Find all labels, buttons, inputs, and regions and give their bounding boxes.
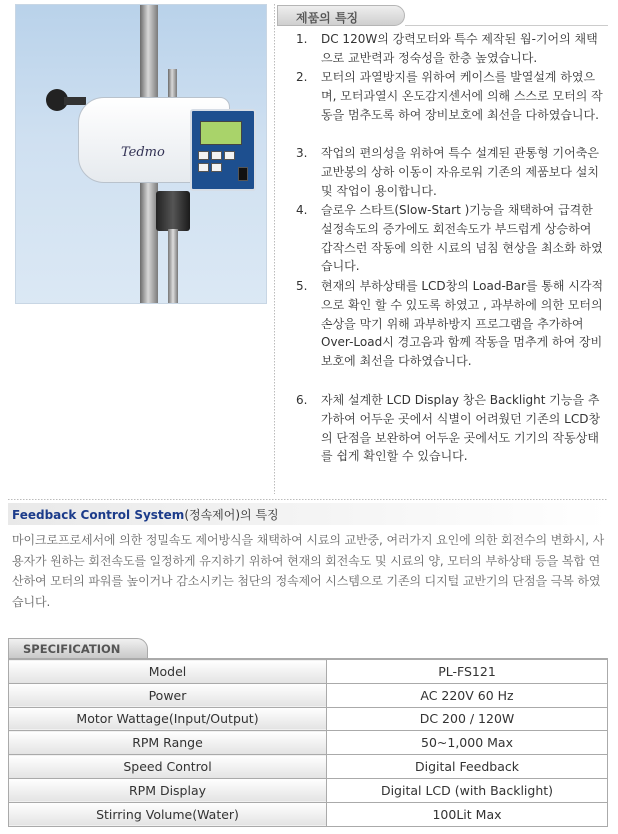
- table-row: [9, 707, 608, 731]
- spec-value: AC 220V 60 Hz: [327, 683, 608, 707]
- spec-key: Power: [9, 683, 327, 707]
- feedback-body: 마이크로프로세서에 의한 정밀속도 제어방식을 채택하여 시료의 교반중, 여러가지 요인에 의한 회전수의 변화시, 사용자가 원하는 회전속도를 일정하게 유지하기 위하여 현재의 회전속도 및 시료의 양, 모터의 부하상태 등을 복합 연산하여 모터의 파워를 높이거나 감소시키는 첨단의 정속제어 시스템으로 기존의 디지털 교반기의 단점을 극복 하였습니다.: [12, 533, 605, 609]
- spec-key: Stirring Volume(Water): [9, 802, 327, 826]
- table-row: [9, 802, 608, 826]
- feature-item: 1. DC 120W의 강력모터와 특수 제작된 웜-기어의 채택으로 교반력과 정숙성을 한층 높였습니다.: [296, 32, 598, 65]
- features-tab-line: [405, 25, 608, 26]
- specification-tab: SPECIFICATION: [8, 638, 148, 659]
- spec-value: DC 200 / 120W: [327, 707, 608, 731]
- spec-key: RPM Range: [9, 731, 327, 755]
- spec-value: Digital Feedback: [327, 755, 608, 779]
- features-tab: 제품의 특징: [277, 5, 405, 26]
- feedback-title-ko: (정속제어)의 특징: [184, 508, 279, 522]
- table-row: [9, 683, 608, 707]
- drill-chuck: [156, 191, 190, 231]
- clamp-arm: [64, 97, 86, 105]
- feature-item: 5. 현재의 부하상태를 LCD창의 Load-Bar를 통해 시각적으로 확인 할 수 있도록 하였고 , 과부하에 의한 모터의 손상을 막기 위해 과부하방지 프로그램을 추가하여 Over-Load시 경고음과 함께 작동을 멈추게 하여 장비보호에 최선을 다하였습니다.: [296, 279, 604, 369]
- table-row: [9, 731, 608, 755]
- control-panel: [190, 109, 256, 191]
- spec-value: 50~1,000 Max: [327, 731, 608, 755]
- feature-item: 3. 작업의 편의성을 위하여 특수 설계된 관통형 기어축은 교반봉의 상하 이동이 자유로워 기존의 제품보다 설치 및 작업이 용이합니다.: [296, 146, 599, 198]
- power-switch: [238, 167, 248, 181]
- lcd-display: [200, 121, 242, 145]
- spec-value: PL-FS121: [327, 660, 608, 684]
- table-row: [9, 755, 608, 779]
- spec-key: Motor Wattage(Input/Output): [9, 707, 327, 731]
- section-divider: [8, 499, 608, 500]
- feature-item: 6. 자체 설계한 LCD Display 창은 Backlight 기능을 추가하여 어두운 곳에서 식별이 어려웠던 기존의 LCD창의 단점을 보완하여 어두운 곳에서도 기기의 작동상태를 쉽게 확인할 수 있습니다.: [296, 393, 601, 464]
- panel-button: [211, 151, 222, 160]
- panel-button: [211, 163, 222, 172]
- specification-table: [8, 659, 608, 827]
- spec-key: Speed Control: [9, 755, 327, 779]
- spec-key: Model: [9, 660, 327, 684]
- panel-button: [198, 151, 209, 160]
- panel-button: [224, 151, 235, 160]
- spec-value: 100Lit Max: [327, 802, 608, 826]
- product-photo: [15, 4, 267, 304]
- feedback-title: [12, 506, 279, 523]
- feedback-title-en: Feedback Control System: [12, 508, 185, 522]
- feature-item: 4. 슬로우 스타트(Slow-Start )기능을 채택하여 급격한 설정속도의 증가에도 회전속도가 부드럽게 상승하여 갑작스런 작동에 의한 시료의 넘침 현상을 최소화 하였습니다.: [296, 203, 603, 274]
- feature-item: 2. 모터의 과열방지를 위하여 케이스를 발열설계 하였으며, 모터과열시 온도감지센서에 의해 스스로 모터의 작동을 멈추도록 하여 장비보호에 최선을 다하였습니다.: [296, 70, 603, 122]
- spec-key: RPM Display: [9, 778, 327, 802]
- stirring-rod: [168, 229, 178, 304]
- panel-button: [198, 163, 209, 172]
- spec-value: Digital LCD (with Backlight): [327, 778, 608, 802]
- vertical-divider: [274, 4, 275, 494]
- table-row: [9, 778, 608, 802]
- table-row: [9, 660, 608, 684]
- brand-logo: Tedmo: [121, 145, 165, 160]
